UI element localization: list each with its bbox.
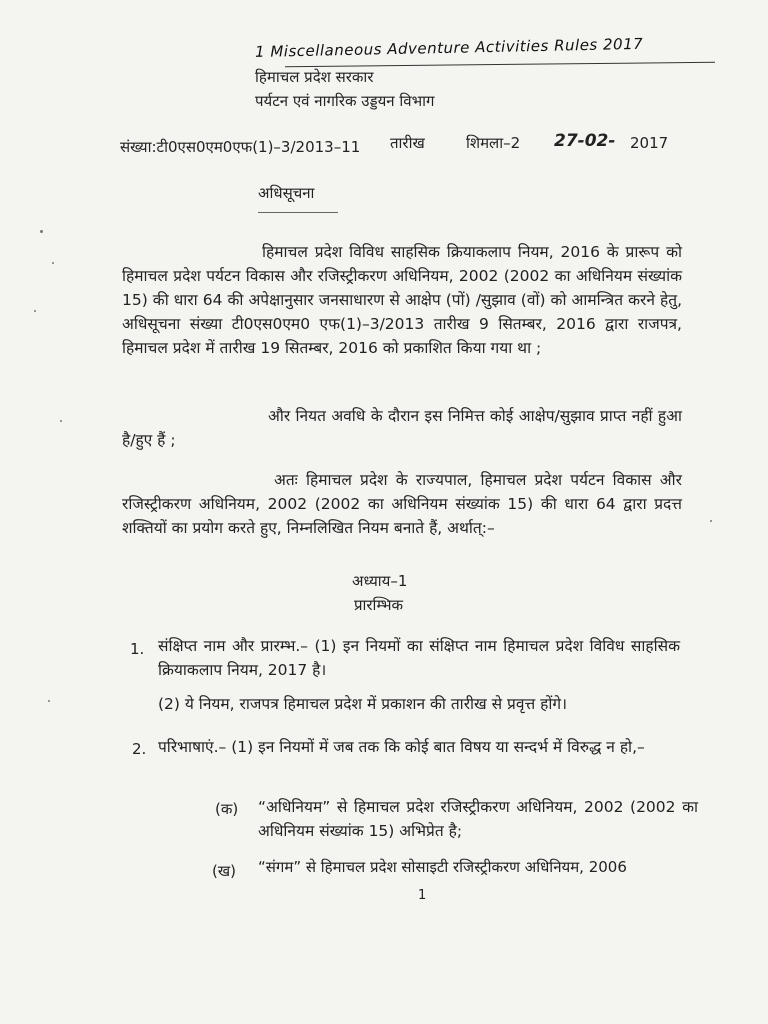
govt-name: हिमाचल प्रदेश सरकार <box>255 68 374 86</box>
notification-title: अधिसूचना <box>258 184 315 202</box>
chapter-number: अध्याय–1 <box>352 572 408 590</box>
year: 2017 <box>630 134 669 152</box>
chapter-title: प्रारम्भिक <box>354 596 404 614</box>
rule-2-text: परिभाषाएं.– (1) इन नियमों में जब तक कि कोई बात विषय या सन्दर्भ में विरुद्ध न हो,– <box>158 738 645 756</box>
handwritten-underline <box>285 62 715 68</box>
definition-kha-label: (ख) <box>212 862 236 880</box>
scan-speck <box>710 520 712 522</box>
definition-kha-text: “संगम” से हिमाचल प्रदेश सोसाइटी रजिस्ट्रीकरण अधिनियम, 2006 <box>258 858 627 876</box>
definition-ka-text: “अधिनियम” से हिमाचल प्रदेश रजिस्ट्रीकरण अधिनियम, 2002 (2002 का अधिनियम संख्यांक 15) अभिप्रेत है; <box>258 798 698 840</box>
scan-speck <box>40 230 43 233</box>
rule-1-text: संक्षिप्त नाम और प्रारम्भ.– (1) इन नियमों का संक्षिप्त नाम हिमाचल प्रदेश विविध साहसिक क्रियाकलाप नियम, 2017 है। <box>158 637 680 679</box>
paragraph-governor-powers: अतः हिमाचल प्रदेश के राज्यपाल, हिमाचल प्रदेश पर्यटन विकास और रजिस्ट्रीकरण अधिनियम, 2002 (2002 का अधिनियम संख्यांक 15) की धारा 64 द्वारा प्रदत्त शक्तियों का प्रयोग करते हुए, निम्नलिखित नियम बनाते हैं, अर्थात्:– <box>122 471 682 537</box>
title-underline <box>258 212 338 213</box>
paragraph-no-objections: और नियत अवधि के दौरान इस निमित्त कोई आक्षेप/सुझाव प्राप्त नहीं हुआ है/हुए हैं ; <box>122 407 682 449</box>
rule-1-number: 1. <box>130 640 145 658</box>
scan-speck <box>60 420 62 422</box>
department-name: पर्यटन एवं नागरिक उड्डयन विभाग <box>255 92 435 110</box>
date-label: तारीख <box>390 134 425 152</box>
rule-1-subrule-2: (2) ये नियम, राजपत्र हिमाचल प्रदेश में प्रकाशन की तारीख से प्रवृत्त होंगे। <box>158 695 567 713</box>
scan-speck <box>48 700 50 702</box>
page-number: 1 <box>418 888 427 903</box>
scan-speck <box>52 262 54 264</box>
reference-number: संख्या:टी0एस0एम0एफ(1)–3/2013–11 <box>120 138 361 156</box>
paragraph-draft-rules: हिमाचल प्रदेश विविध साहसिक क्रियाकलाप नियम, 2016 के प्रारूप को हिमाचल प्रदेश पर्यटन विकास और रजिस्ट्रीकरण अधिनियम, 2002 (2002 का अधिनियम संख्यांक 15) की धारा 64 की अपेक्षानुसार जनसाधारण से आक्षेप (पों) /सुझाव (वों) को आमन्त्रित करने हेतु, अधिसूचना संख्या टी0एस0एम0 एफ(1)–3/2013 तारीख 9 सितम्बर, 2016 द्वारा राजपत्र, हिमाचल प्रदेश में तारीख 19 सितम्बर, 2016 को प्रकाशित किया गया था ; <box>122 243 682 357</box>
rule-2-number: 2. <box>132 740 147 758</box>
definition-ka-label: (क) <box>215 800 239 818</box>
scan-speck <box>34 310 36 312</box>
place: शिमला–2 <box>466 134 521 152</box>
handwritten-date: 27-02- <box>554 131 616 151</box>
handwritten-title-note: 1 Miscellaneous Adventure Activities Rules 2017 <box>254 34 644 61</box>
